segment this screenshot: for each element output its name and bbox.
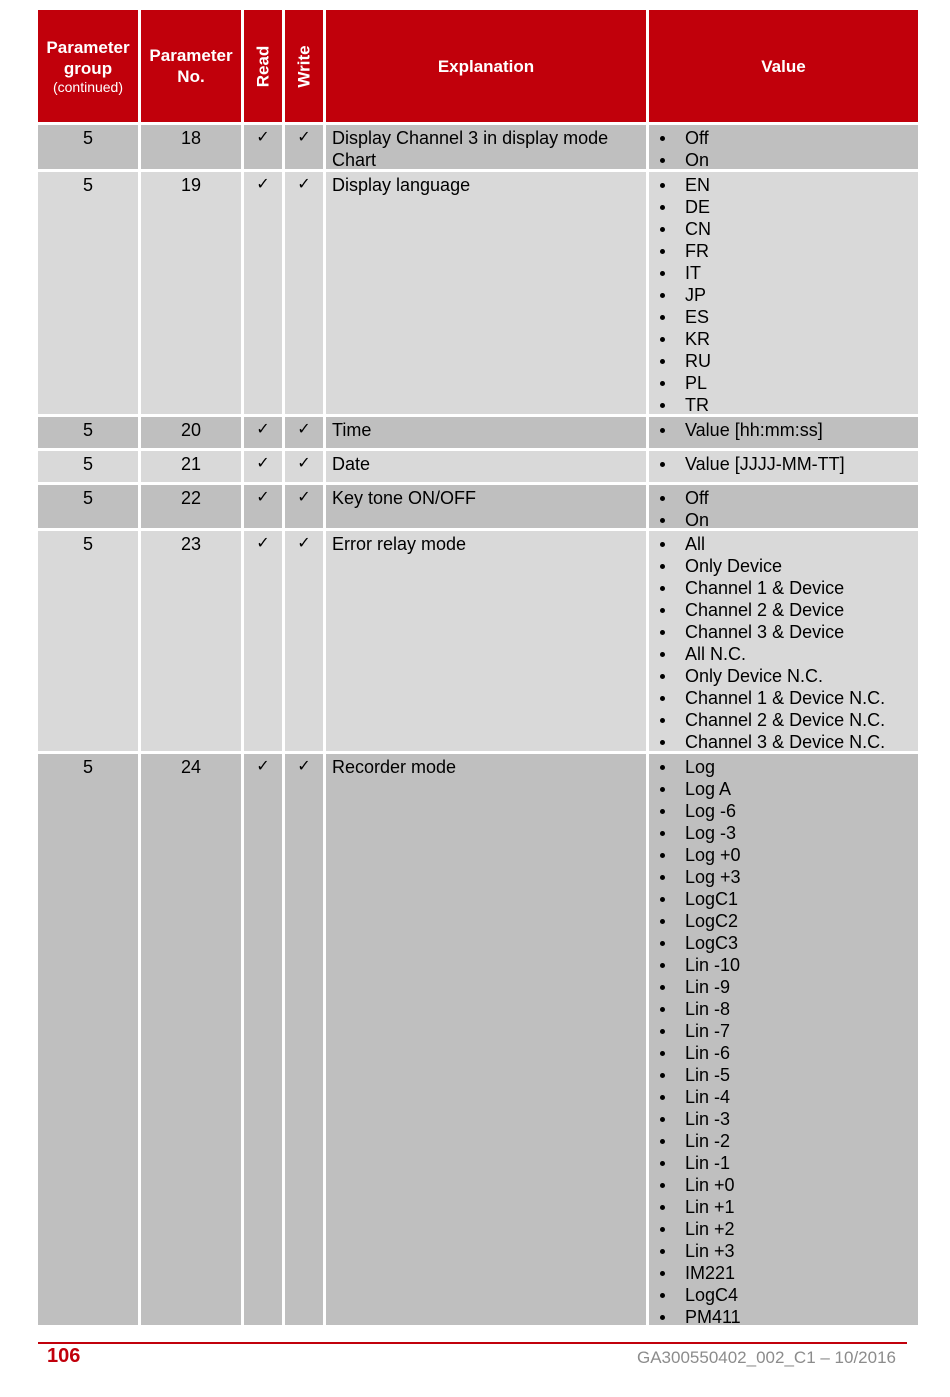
cell-value-list — [649, 451, 918, 482]
cell-write-check: ✓ — [285, 125, 323, 169]
value-list-item: FR — [659, 240, 918, 262]
header-group-sub: (continued) — [52, 78, 124, 95]
value-list-item: Off — [659, 487, 918, 509]
value-list-item: All N.C. — [659, 643, 918, 665]
cell-read-check: ✓ — [244, 125, 282, 169]
value-list-item: DE — [659, 196, 918, 218]
header-no-line1: Parameter — [149, 46, 233, 65]
value-list-item: JP — [659, 284, 918, 306]
cell-read-check: ✓ — [244, 451, 282, 482]
value-list-item: On — [659, 509, 918, 531]
value-list-item: Lin -5 — [659, 1064, 918, 1086]
value-list-item: Value [JJJJ-MM-TT] — [659, 453, 918, 475]
value-list-item: IM221 — [659, 1262, 918, 1284]
cell-group: 5 — [38, 485, 138, 528]
cell-parameter-no: 19 — [141, 172, 241, 414]
value-list-item: Lin -9 — [659, 976, 918, 998]
value-list — [659, 174, 918, 416]
value-list-item: Lin +3 — [659, 1240, 918, 1262]
value-list-item: TR — [659, 394, 918, 416]
value-list-item: Lin +2 — [659, 1218, 918, 1240]
header-value-label: Value — [761, 56, 806, 76]
value-list-item: ES — [659, 306, 918, 328]
cell-write-check: ✓ — [285, 754, 323, 1325]
value-list-item: Lin -2 — [659, 1130, 918, 1152]
cell-group: 5 — [38, 172, 138, 414]
value-list-item: Channel 2 & Device N.C. — [659, 709, 918, 731]
value-list-item: Off — [659, 127, 918, 149]
page-number: 106 — [47, 1345, 81, 1367]
value-list — [659, 127, 918, 171]
value-list-item: On — [659, 149, 918, 171]
document-reference: GA300550402_002_C1 – 10/2016 — [636, 1348, 896, 1367]
cell-parameter-no: 23 — [141, 531, 241, 751]
value-list-item: IT — [659, 262, 918, 284]
cell-group: 5 — [38, 754, 138, 1325]
cell-value-list — [649, 172, 918, 414]
value-list-item: Lin -1 — [659, 1152, 918, 1174]
value-list-item: PM411 — [659, 1306, 918, 1328]
value-list-item: Log -6 — [659, 800, 918, 822]
cell-explanation: Display language — [326, 172, 646, 414]
cell-group: 5 — [38, 531, 138, 751]
value-list — [659, 487, 918, 531]
value-list-item: PL — [659, 372, 918, 394]
value-list-item: Value [hh:mm:ss] — [659, 419, 918, 441]
header-group-line2: group — [63, 58, 113, 78]
value-list-item: Log -3 — [659, 822, 918, 844]
parameter-table — [38, 10, 907, 1325]
value-list-item: RU — [659, 350, 918, 372]
value-list-item: KR — [659, 328, 918, 350]
value-list-item: Lin -10 — [659, 954, 918, 976]
value-list-item: Channel 1 & Device N.C. — [659, 687, 918, 709]
value-list-item: Lin +1 — [659, 1196, 918, 1218]
value-list-item: Lin +0 — [659, 1174, 918, 1196]
value-list-item: CN — [659, 218, 918, 240]
cell-write-check: ✓ — [285, 451, 323, 482]
cell-explanation: Recorder mode — [326, 754, 646, 1325]
value-list-item: Log +3 — [659, 866, 918, 888]
cell-read-check: ✓ — [244, 531, 282, 751]
cell-group: 5 — [38, 451, 138, 482]
header-explanation-label: Explanation — [437, 56, 535, 76]
value-list-item: Channel 3 & Device N.C. — [659, 731, 918, 753]
footer-rule — [38, 1342, 907, 1344]
value-list-item: LogC2 — [659, 910, 918, 932]
cell-value-list — [649, 125, 918, 169]
header-no-line2: No. — [177, 67, 205, 86]
cell-write-check: ✓ — [285, 531, 323, 751]
header-write — [285, 10, 323, 122]
value-list — [659, 453, 918, 475]
value-list-item: Only Device N.C. — [659, 665, 918, 687]
value-list-item: Lin -7 — [659, 1020, 918, 1042]
cell-write-check: ✓ — [285, 417, 323, 448]
value-list — [659, 756, 918, 1328]
cell-read-check: ✓ — [244, 485, 282, 528]
value-list-item: Log +0 — [659, 844, 918, 866]
value-list-item: LogC1 — [659, 888, 918, 910]
cell-value-list — [649, 485, 918, 528]
cell-parameter-no: 24 — [141, 754, 241, 1325]
value-list-item: Log — [659, 756, 918, 778]
value-list-item: Channel 3 & Device — [659, 621, 918, 643]
value-list-item: Channel 1 & Device — [659, 577, 918, 599]
cell-parameter-no: 21 — [141, 451, 241, 482]
cell-read-check: ✓ — [244, 417, 282, 448]
cell-parameter-no: 18 — [141, 125, 241, 169]
value-list-item: LogC4 — [659, 1284, 918, 1306]
cell-value-list — [649, 531, 918, 751]
cell-explanation: Time — [326, 417, 646, 448]
header-explanation — [326, 10, 646, 122]
cell-explanation: Error relay mode — [326, 531, 646, 751]
value-list-item: LogC3 — [659, 932, 918, 954]
value-list-item: Log A — [659, 778, 918, 800]
cell-group: 5 — [38, 125, 138, 169]
value-list-item: All — [659, 533, 918, 555]
value-list — [659, 419, 918, 441]
cell-group: 5 — [38, 417, 138, 448]
cell-parameter-no: 22 — [141, 485, 241, 528]
cell-explanation: Key tone ON/OFF — [326, 485, 646, 528]
header-parameter-group — [38, 10, 138, 122]
value-list-item: Lin -4 — [659, 1086, 918, 1108]
value-list-item: Only Device — [659, 555, 918, 577]
header-parameter-no — [141, 10, 241, 122]
cell-read-check: ✓ — [244, 172, 282, 414]
header-read — [244, 10, 282, 122]
value-list-item: Lin -6 — [659, 1042, 918, 1064]
cell-value-list — [649, 754, 918, 1325]
cell-write-check: ✓ — [285, 172, 323, 414]
cell-write-check: ✓ — [285, 485, 323, 528]
value-list-item: Lin -3 — [659, 1108, 918, 1130]
cell-explanation: Date — [326, 451, 646, 482]
header-write-label: Write — [294, 44, 314, 88]
cell-explanation: Display Channel 3 in display mode Chart — [326, 125, 646, 169]
value-list-item: Lin -8 — [659, 998, 918, 1020]
value-list-item: Channel 2 & Device — [659, 599, 918, 621]
cell-parameter-no: 20 — [141, 417, 241, 448]
value-list — [659, 533, 918, 753]
cell-value-list — [649, 417, 918, 448]
cell-read-check: ✓ — [244, 754, 282, 1325]
header-group-line1: Parameter — [46, 37, 130, 57]
header-value — [649, 10, 918, 122]
value-list-item: EN — [659, 174, 918, 196]
header-read-label: Read — [253, 45, 273, 87]
